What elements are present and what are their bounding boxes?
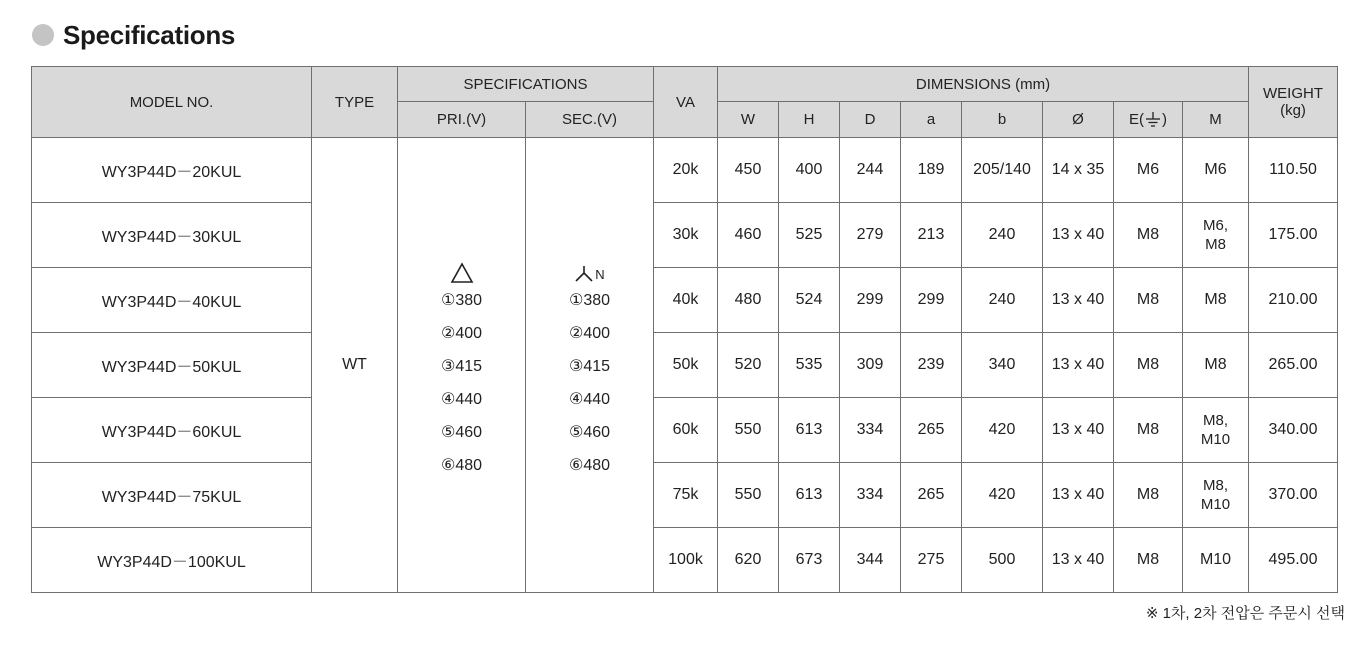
header-e	[1114, 102, 1183, 138]
cell-weight: 210.00	[1249, 268, 1338, 333]
cell-a: 189	[901, 138, 962, 203]
cell-weight: 370.00	[1249, 463, 1338, 528]
cell-m: M6	[1183, 138, 1249, 203]
cell-a: 265	[901, 463, 962, 528]
cell-sec	[526, 138, 654, 593]
sec-voltage-list	[526, 248, 653, 482]
header-a: a	[901, 102, 962, 138]
header-dimensions: DIMENSIONS (mm)	[718, 67, 1249, 102]
cell-e: M6	[1114, 138, 1183, 203]
header-e-suffix: )	[1162, 110, 1167, 128]
cell-phi: 13 x 40	[1043, 268, 1114, 333]
cell-weight: 340.00	[1249, 398, 1338, 463]
header-model: MODEL NO.	[32, 67, 312, 138]
cell-w: 480	[718, 268, 779, 333]
cell-a: 239	[901, 333, 962, 398]
cell-h: 613	[779, 463, 840, 528]
cell-b: 240	[962, 203, 1043, 268]
header-weight-line1: WEIGHT	[1263, 85, 1323, 102]
bullet-dot-icon	[32, 24, 54, 46]
table-row	[32, 398, 1338, 463]
cell-w: 550	[718, 398, 779, 463]
cell-d: 334	[840, 463, 901, 528]
table-row	[32, 268, 1338, 333]
cell-a: 265	[901, 398, 962, 463]
cell-va: 75k	[654, 463, 718, 528]
cell-e: M8	[1114, 398, 1183, 463]
sec-voltage-item: ①380	[568, 292, 611, 309]
cell-w: 550	[718, 463, 779, 528]
footnote: ※ 1차, 2차 전압은 주문시 선택	[1145, 605, 1345, 622]
cell-h: 673	[779, 528, 840, 593]
cell-h: 535	[779, 333, 840, 398]
cell-va: 100k	[654, 528, 718, 593]
wye-connection-icon	[574, 264, 594, 284]
cell-model: WY3P44D－30KUL	[32, 203, 312, 268]
cell-e: M8	[1114, 333, 1183, 398]
cell-a: 275	[901, 528, 962, 593]
cell-m-line2: M10	[1200, 496, 1231, 513]
header-b: b	[962, 102, 1043, 138]
header-m: M	[1183, 102, 1249, 138]
pri-voltage-item: ⑤460	[440, 424, 483, 441]
cell-d: 279	[840, 203, 901, 268]
cell-m	[1183, 203, 1249, 268]
table-row	[32, 333, 1338, 398]
page-title: Specifications	[63, 19, 236, 50]
sec-voltage-item: ③415	[568, 358, 611, 375]
cell-h: 613	[779, 398, 840, 463]
cell-d: 309	[840, 333, 901, 398]
cell-m	[1183, 398, 1249, 463]
cell-m-line2: M8	[1205, 236, 1226, 253]
cell-model: WY3P44D－40KUL	[32, 268, 312, 333]
pri-voltage-item: ③415	[440, 358, 483, 375]
cell-b: 340	[962, 333, 1043, 398]
cell-va: 20k	[654, 138, 718, 203]
pri-voltage-list	[398, 248, 525, 482]
header-weight	[1249, 67, 1338, 138]
cell-a: 299	[901, 268, 962, 333]
cell-weight: 265.00	[1249, 333, 1338, 398]
pri-voltage-item: ⑥480	[440, 457, 483, 474]
cell-va: 30k	[654, 203, 718, 268]
cell-weight: 495.00	[1249, 528, 1338, 593]
header-w: W	[718, 102, 779, 138]
cell-m-line1: M8,	[1202, 477, 1228, 494]
header-e-prefix: E(	[1129, 110, 1144, 128]
sec-voltage-item: ④440	[568, 391, 611, 408]
cell-type: WT	[312, 138, 398, 593]
cell-phi: 13 x 40	[1043, 463, 1114, 528]
header-pri: PRI.(V)	[398, 102, 526, 138]
cell-model: WY3P44D－50KUL	[32, 333, 312, 398]
cell-b: 205/140	[962, 138, 1043, 203]
cell-phi: 13 x 40	[1043, 333, 1114, 398]
cell-phi: 13 x 40	[1043, 203, 1114, 268]
cell-va: 60k	[654, 398, 718, 463]
sec-voltage-item: ②400	[568, 325, 611, 342]
cell-m	[1183, 463, 1249, 528]
cell-pri	[398, 138, 526, 593]
cell-b: 500	[962, 528, 1043, 593]
pri-voltage-item: ①380	[440, 292, 483, 309]
cell-w: 450	[718, 138, 779, 203]
cell-va: 40k	[654, 268, 718, 333]
cell-e: M8	[1114, 203, 1183, 268]
cell-d: 344	[840, 528, 901, 593]
header-weight-line2: (kg)	[1280, 102, 1306, 119]
header-type: TYPE	[312, 67, 398, 138]
sec-voltage-item: ⑤460	[568, 424, 611, 441]
cell-w: 620	[718, 528, 779, 593]
cell-d: 244	[840, 138, 901, 203]
cell-e: M8	[1114, 268, 1183, 333]
pri-voltage-item: ④440	[440, 391, 483, 408]
cell-model: WY3P44D－60KUL	[32, 398, 312, 463]
cell-phi: 13 x 40	[1043, 398, 1114, 463]
cell-phi: 13 x 40	[1043, 528, 1114, 593]
delta-connection-icon	[450, 262, 474, 284]
section-header	[32, 18, 235, 52]
cell-va: 50k	[654, 333, 718, 398]
cell-m-line2: M10	[1200, 431, 1231, 448]
cell-d: 299	[840, 268, 901, 333]
pri-voltage-item: ②400	[440, 325, 483, 342]
cell-weight: 110.50	[1249, 138, 1338, 203]
cell-model: WY3P44D－100KUL	[32, 528, 312, 593]
cell-e: M8	[1114, 463, 1183, 528]
header-h: H	[779, 102, 840, 138]
cell-m-line1: M8,	[1202, 412, 1228, 429]
table-row	[32, 463, 1338, 528]
cell-m-line1: M6,	[1202, 217, 1228, 234]
cell-phi: 14 x 35	[1043, 138, 1114, 203]
cell-b: 420	[962, 398, 1043, 463]
cell-m: M8	[1183, 268, 1249, 333]
cell-h: 525	[779, 203, 840, 268]
sec-neutral-label: N	[595, 267, 605, 282]
sec-voltage-item: ⑥480	[568, 457, 611, 474]
cell-b: 240	[962, 268, 1043, 333]
cell-m: M10	[1183, 528, 1249, 593]
cell-m: M8	[1183, 333, 1249, 398]
header-d: D	[840, 102, 901, 138]
cell-d: 334	[840, 398, 901, 463]
cell-a: 213	[901, 203, 962, 268]
cell-model: WY3P44D－75KUL	[32, 463, 312, 528]
header-sec: SEC.(V)	[526, 102, 654, 138]
header-specifications: SPECIFICATIONS	[398, 67, 654, 102]
header-va: VA	[654, 67, 718, 138]
cell-weight: 175.00	[1249, 203, 1338, 268]
ground-icon	[1146, 112, 1160, 128]
specifications-table	[31, 66, 1338, 593]
table-row	[32, 528, 1338, 593]
cell-w: 520	[718, 333, 779, 398]
cell-e: M8	[1114, 528, 1183, 593]
cell-w: 460	[718, 203, 779, 268]
table-row	[32, 138, 1338, 203]
table-row	[32, 203, 1338, 268]
header-phi: Ø	[1043, 102, 1114, 138]
cell-model: WY3P44D－20KUL	[32, 138, 312, 203]
cell-h: 524	[779, 268, 840, 333]
cell-b: 420	[962, 463, 1043, 528]
cell-h: 400	[779, 138, 840, 203]
